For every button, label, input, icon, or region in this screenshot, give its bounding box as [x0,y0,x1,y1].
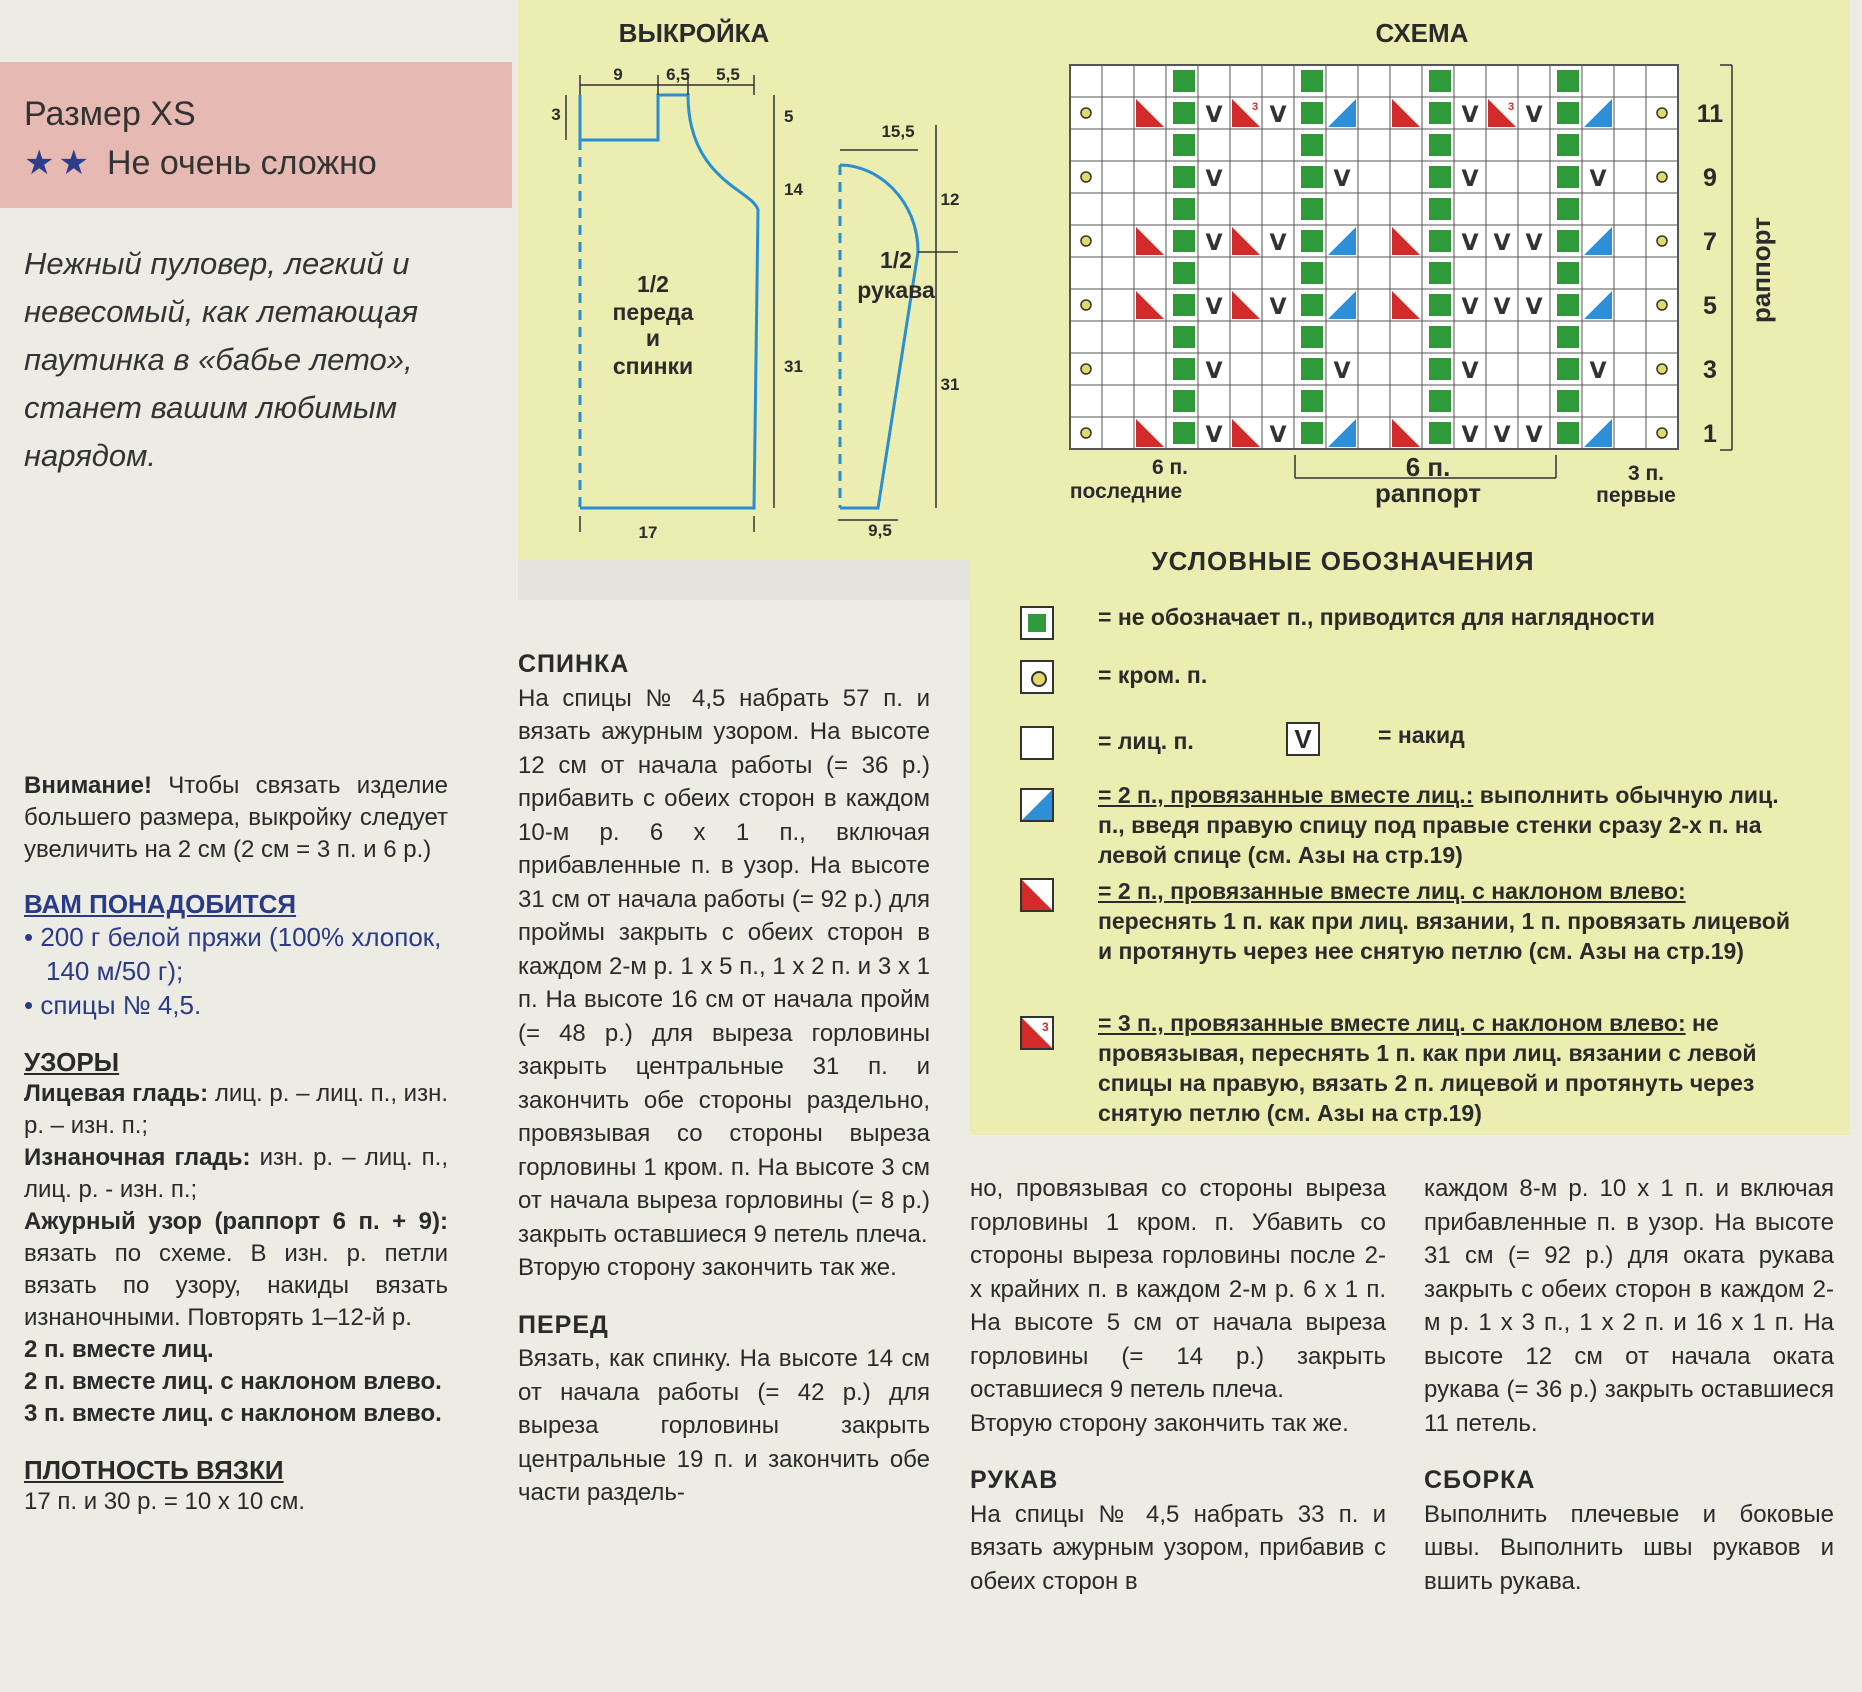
edge-stitch-icon [1020,660,1054,694]
yarn-over-mark: V [1493,295,1511,320]
dim-bottom: 17 [638,523,658,542]
sleeve-cont: каждом 8-м р. 10 х 1 п. и включая прибавленные п. в узор. На высоте 31 см (= 92 р.) для оката рукава закрыть с обеих сторон в каждом 2-м р. 1 х 3 п., 1 х 2 п. и 16 х 1 п. На высоте 12 см от начала оката рукава (= 36 р.) закрыть оставшиеся 11 петель. [1424,1175,1834,1437]
no-stitch-mark [1557,422,1579,444]
yarn-over-mark: V [1269,103,1287,128]
materials-item: • 200 г белой пряжи (100% хлопок, 140 м/50 г); [24,922,442,986]
left-column [24,770,448,1518]
back-text: На спицы № 4,5 набрать 57 п. и вязать ажурным узором. На высоте 12 см от начала работы (= 36 р.) прибавить с обеих сторон в каждом 10-м р. 6 х 1 п., включая прибавленные п. в узор. На высоте 31 см от начала работы (= 92 р.) для проймы закрыть с обеих сторон в каждом 2-м р. 1 х 5 п., 1 х 2 п. и 3 х 1 п. На высоте 16 см от начала пройм (= 48 р.) для выреза горловины закрыть центральные 31 п. и закончить обе стороны раздельно, провязывая со стороны выреза горловины 1 кром. п. На высоте 3 см от начала выреза горловины (= 8 р.) закрыть оставшиеся 9 петель плеча. [518,684,930,1248]
yarn-over-mark: V [1493,423,1511,448]
materials-item: • спицы № 4,5. [24,990,202,1020]
assembly-heading: СБОРКА [1424,1466,1536,1494]
dim-sleeve-cap: 12 [940,190,960,209]
rapport-label: раппорт [1375,478,1481,508]
row-number: 3 [1703,356,1717,384]
no-stitch-mark [1429,326,1451,348]
stockinette-label: Лицевая гладь: [24,1080,209,1107]
row-number: 5 [1703,292,1717,320]
stockinette-def [24,1078,448,1142]
legend-knit: = лиц. п. [1098,728,1194,754]
legend-edge: = кром. п. [1098,662,1208,688]
dim-body-height: 31 [784,357,803,376]
no-stitch-mark [1173,294,1195,316]
no-stitch-mark [1173,326,1195,348]
back-text2: Вторую сторону закончить так же. [518,1254,897,1281]
yarn-over-mark: V [1333,359,1351,384]
back-heading: СПИНКА [518,650,630,678]
no-stitch-mark [1173,390,1195,412]
legend-sk3 [1098,1008,1798,1128]
sk3-icon [1020,1016,1054,1050]
k2tog-icon [1020,788,1054,822]
no-stitch-mark [1557,230,1579,252]
no-stitch-mark [1557,198,1579,220]
rapport-count: 6 п. [1405,452,1451,482]
k3tog-left-item: 3 п. вместе лиц. с наклоном влево. [24,1400,442,1427]
yarn-over-mark: V [1333,167,1351,192]
legend-title: УСЛОВНЫЕ ОБОЗНАЧЕНИЯ [1151,546,1535,576]
assembly-text: Выполнить плечевые и боковые швы. Выполнить швы рукавов и вшить рукава. [1424,1500,1834,1595]
no-stitch-mark [1429,102,1451,124]
edge-stitch-mark [1657,172,1667,182]
no-stitch-mark [1173,230,1195,252]
sleeve-text: На спицы № 4,5 набрать 33 п. и вязать ажурным узором, прибавив с обеих сторон в [970,1500,1386,1595]
no-stitch-mark [1173,262,1195,284]
dim-top: 3 [551,105,561,124]
no-stitch-mark [1301,134,1323,156]
fourth-column [1424,1172,1834,1598]
legend-k2tog-desc: выполнить обычную лиц. п., введя правую спицу под правые стенки сразу 2-х п. на левой спице (см. Азы на стр.19) [1098,782,1779,868]
dim-sleeve-bottom: 9,5 [868,521,892,540]
row-number: 9 [1703,164,1717,192]
edge-stitch-mark [1657,236,1667,246]
no-stitch-mark [1557,134,1579,156]
intro-text: Нежный пуловер, легкий и невесомый, как летающая паутинка в «бабье лето», станет вашим любимым нарядом. [24,246,419,473]
difficulty [24,143,377,183]
no-stitch-mark [1173,198,1195,220]
no-stitch-mark [1301,70,1323,92]
no-stitch-mark [1557,326,1579,348]
yarn-over-mark: V [1525,295,1543,320]
row-number: 1 [1703,420,1717,448]
sleeve-outline [840,165,918,508]
sk3-mark: 3 [1042,1020,1049,1034]
front-cont2: Вторую сторону закончить так же. [970,1409,1349,1437]
yarn-over-mark: V [1205,231,1223,256]
reverse-def [24,1142,448,1206]
body-label-1: 1/2 [637,271,669,297]
openwork-label: Ажурный узор (раппорт 6 п. + 9): [24,1208,448,1235]
yarn-over-mark: V [1461,167,1479,192]
rapport-side-label: раппорт [1746,217,1776,323]
attention-label: Внимание! [24,772,152,799]
materials-heading: ВАМ ПОНАДОБИТСЯ [24,889,297,919]
yarn-over-mark: V [1589,167,1607,192]
yarn-over-icon: V [1286,722,1320,756]
dim-sleeve-top: 15,5 [881,122,915,141]
no-stitch-mark [1429,390,1451,412]
edge-stitch-mark [1081,236,1091,246]
legend-k2tog-title: = 2 п., провязанные вместе лиц.: [1098,782,1474,808]
no-stitch-mark [1173,422,1195,444]
no-stitch-mark [1301,390,1323,412]
no-stitch-mark [1557,166,1579,188]
no-stitch-mark [1429,358,1451,380]
sleeve-label-2: рукава [857,277,935,303]
no-stitch-mark [1173,102,1195,124]
sk3-number: 3 [1508,101,1515,113]
legend-ssk-title: = 2 п., провязанные вместе лиц. с наклоном влево: [1098,878,1686,904]
no-stitch-mark [1301,294,1323,316]
no-stitch-mark [1429,422,1451,444]
k2tog-left-item: 2 п. вместе лиц. с наклоном влево. [24,1368,442,1395]
edge-stitch-mark [1657,108,1667,118]
difficulty-label: Не очень сложно [106,144,377,182]
dim-neck-depth: 5 [784,107,794,126]
yarn-over-mark: V [1461,103,1479,128]
no-stitch-mark [1429,230,1451,252]
stockinette-text: лиц. р. – лиц. п., изн. р. – изн. п.; [24,1080,449,1139]
yarn-over-mark: V [1205,295,1223,320]
legend-sk3-desc: не провязывая, переснять 1 п. как при лиц. вязании с левой спицы на правую, вязать 2 п. лицевой и протянуть через снятую петлю (см. Азы на стр.19) [1098,1010,1757,1126]
scheme-grid [1070,65,1678,449]
yarn-over-mark: V [1205,103,1223,128]
yarn-over-mark: V [1525,423,1543,448]
no-stitch-mark [1557,70,1579,92]
no-stitch-mark [1301,102,1323,124]
no-stitch-mark [1557,102,1579,124]
first-label: первые [1596,484,1676,507]
front-heading: ПЕРЕД [518,1310,609,1339]
no-stitch-mark [1301,326,1323,348]
attention-text: Чтобы связать изделие большего размера, выкройку следует увеличить на 2 см (2 см = 3 п. и 6 р.) [24,772,448,863]
dim-shoulder: 5,5 [716,65,740,84]
no-stitch-mark [1301,262,1323,284]
no-stitch-mark [1429,294,1451,316]
dim-neck2: 6,5 [666,65,690,84]
yarn-over-mark: V [1205,359,1223,384]
sk3-number: 3 [1252,101,1259,113]
edge-stitch-mark [1657,300,1667,310]
no-stitch-mark [1557,262,1579,284]
sleeve-label-1: 1/2 [880,247,912,273]
yarn-over-mark: V [1589,359,1607,384]
openwork-text: вязать по схеме. В изн. р. петли вязать по узору, накиды вязать изнаночными. Повторять 1–12-й р. [24,1240,448,1331]
legend-sk3-title: = 3 п., провязанные вместе лиц. с наклоном влево: [1098,1010,1686,1036]
legend-ssk [1098,876,1798,966]
no-stitch-mark [1173,134,1195,156]
no-stitch-icon [1020,606,1054,640]
yarn-over-mark: V [1461,423,1479,448]
yarn-over-mark: V [1493,231,1511,256]
no-stitch-mark [1173,166,1195,188]
scheme-chart [1060,0,1800,520]
gauge-text: 17 п. и 30 р. = 10 х 10 см. [24,1488,306,1515]
pattern-diagram [518,0,970,560]
yarn-over-mark: V [1205,167,1223,192]
legend-yo: = накид [1378,722,1465,748]
yarn-over-mark: V [1269,295,1287,320]
edge-stitch-mark [1657,364,1667,374]
no-stitch-mark [1301,166,1323,188]
edge-stitch-mark [1081,300,1091,310]
no-stitch-mark [1429,134,1451,156]
yarn-over-mark: V [1525,231,1543,256]
difficulty-stars: ★★ [24,144,93,182]
patterns-heading: УЗОРЫ [24,1047,120,1077]
body-label-2: переда [612,299,694,325]
dim-neck: 9 [613,65,623,84]
legend-no-stitch: = не обозначает п., приводится для наглядности [1098,604,1655,630]
row-number: 11 [1696,100,1724,128]
dim-armhole: 14 [784,180,803,199]
openwork-def [24,1206,448,1334]
knit-stitch-icon [1020,726,1054,760]
yarn-over-mark: V [1461,231,1479,256]
no-stitch-mark [1301,358,1323,380]
middle-column [518,648,930,1510]
reverse-label: Изнаночная гладь: [24,1144,251,1171]
last-count: 6 п. [1151,456,1189,479]
edge-stitch-mark [1081,428,1091,438]
ssk-icon [1020,878,1054,912]
paper-shadow [518,560,970,600]
reverse-text: изн. р. – лиц. п., лиц. р. - изн. п.; [24,1144,448,1203]
no-stitch-mark [1173,70,1195,92]
yarn-over-mark: V [1461,295,1479,320]
gauge-heading: ПЛОТНОСТЬ ВЯЗКИ [24,1455,284,1485]
yarn-over-mark: V [1269,423,1287,448]
front-cont: но, провязывая со стороны выреза горловины 1 кром. п. Убавить со стороны выреза горловины после 2-х крайних п. в каждом 2-м р. 6 х 1 п. На высоте 5 см от начала выреза горловины (= 14 р.) закрыть оставшиеся 9 петель плеча. [970,1175,1386,1403]
no-stitch-mark [1557,358,1579,380]
legend-ssk-desc: переснять 1 п. как при лиц. вязании, 1 п. провязать лицевой и протянуть через нее снятую петлю (см. Азы на стр.19) [1098,908,1790,964]
no-stitch-mark [1429,166,1451,188]
dim-sleeve-height: 31 [940,375,960,394]
body-label-3: и [645,325,661,351]
third-column [970,1172,1386,1598]
first-count: 3 п. [1627,462,1665,485]
yarn-over-mark: V [1269,231,1287,256]
no-stitch-mark [1557,390,1579,412]
size-label: Размер XS [24,95,196,133]
row-number: 7 [1703,228,1717,256]
last-label: последние [1069,480,1183,503]
no-stitch-mark [1301,198,1323,220]
no-stitch-mark [1557,294,1579,316]
scheme-title: СХЕМА [1375,18,1469,48]
no-stitch-mark [1429,198,1451,220]
front-text: Вязать, как спинку. На высоте 14 см от начала работы (= 42 р.) для выреза горловины закрыть центральные 19 п. и закончить обе части раздель- [518,1345,930,1506]
k2tog-item: 2 п. вместе лиц. [24,1336,214,1363]
header-band [0,62,512,208]
edge-stitch-mark [1081,172,1091,182]
yarn-over-mark: V [1461,359,1479,384]
edge-stitch-mark [1081,108,1091,118]
no-stitch-mark [1429,70,1451,92]
sleeve-heading: РУКАВ [970,1466,1059,1494]
no-stitch-mark [1429,262,1451,284]
yarn-over-mark: V [1525,103,1543,128]
no-stitch-mark [1301,422,1323,444]
attention-note [24,770,448,866]
edge-stitch-mark [1081,364,1091,374]
edge-stitch-mark [1657,428,1667,438]
pattern-title: ВЫКРОЙКА [618,18,770,48]
no-stitch-mark [1173,358,1195,380]
legend-k2tog [1098,780,1798,870]
body-label-4: спинки [612,353,694,379]
no-stitch-mark [1301,230,1323,252]
yarn-over-mark: V [1205,423,1223,448]
